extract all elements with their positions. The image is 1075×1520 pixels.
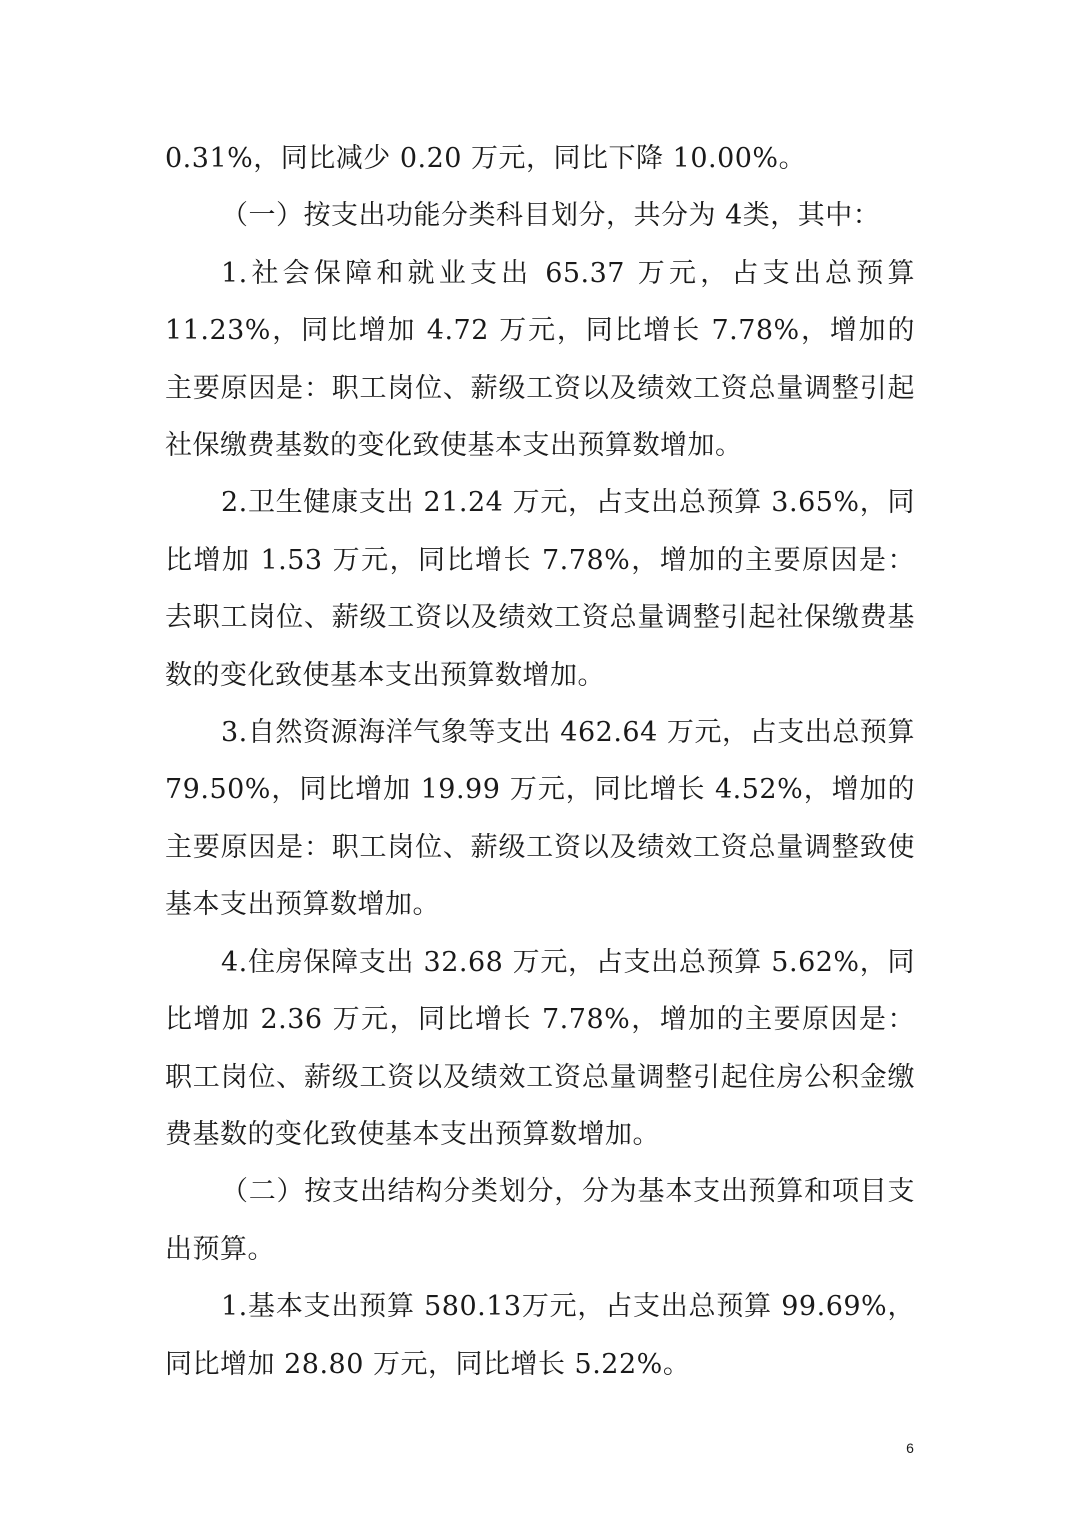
page-number: 6 (906, 1440, 914, 1456)
paragraph-section-2-heading: （二）按支出结构分类划分，分为基本支出预算和项目支出预算。 (165, 1176, 915, 1265)
paragraph-natural-resources: 3.自然资源海洋气象等支出 462.64 万元，占支出总预算 79.50%，同比增加 19.99 万元，同比增长 4.52%，增加的主要原因是：职工岗位、薪级工资以及绩效工资总量调整致使基本支出预算数增加。 (165, 717, 915, 921)
paragraph-basic-expenditure: 1.基本支出预算 580.13万元，占支出总预算 99.69%，同比增加 28.80 万元，同比增长 5.22%。 (165, 1291, 915, 1380)
paragraph-continuation: 0.31%，同比减少 0.20 万元，同比下降 10.00%。 (165, 143, 807, 174)
body-text (165, 130, 915, 1393)
paragraph-housing: 4.住房保障支出 32.68 万元，占支出总预算 5.62%，同比增加 2.36 万元，同比增长 7.78%，增加的主要原因是：职工岗位、薪级工资以及绩效工资总量调整引起住房公积金缴费基数的变化致使基本支出预算数增加。 (165, 946, 915, 1150)
paragraph-section-1-heading: （一）按支出功能分类科目划分，共分为 4类，其中： (221, 200, 881, 232)
paragraph-health: 2.卫生健康支出 21.24 万元，占支出总预算 3.65%，同比增加 1.53 万元，同比增长 7.78%，增加的主要原因是：去职工岗位、薪级工资以及绩效工资总量调整引起社保缴费基数的变化致使基本支出预算数增加。 (165, 487, 915, 691)
paragraph-social-security: 1.社会保障和就业支出 65.37 万元，占支出总预算 11.23%，同比增加 4.72 万元，同比增长 7.78%，增加的主要原因是：职工岗位、薪级工资以及绩效工资总量调整引起社保缴费基数的变化致使基本支出预算数增加。 (165, 257, 915, 462)
